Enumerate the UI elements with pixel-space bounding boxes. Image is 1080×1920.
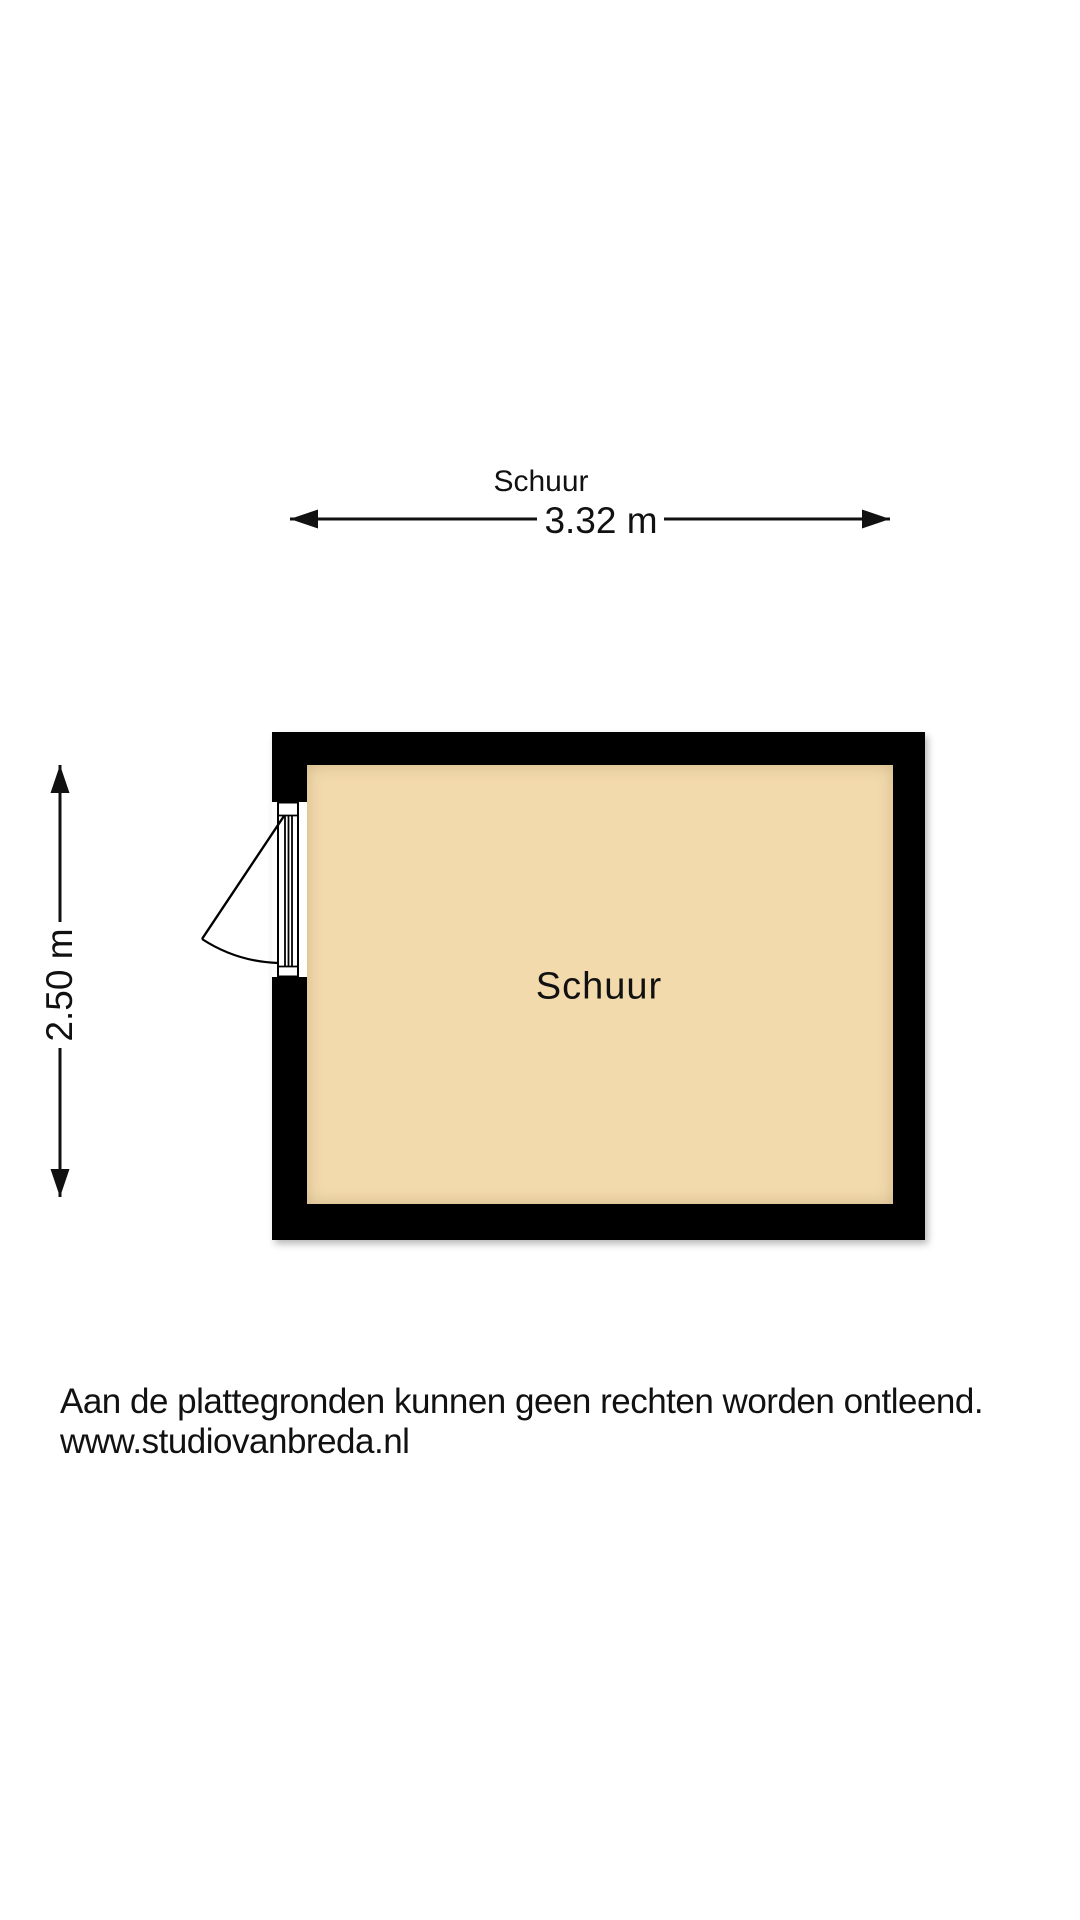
room-name-label: Schuur [535, 965, 663, 1008]
disclaimer-text: Aan de plattegronden kunnen geen rechten worden ontleend. [60, 1382, 984, 1421]
door-symbol [202, 802, 307, 977]
width-dimension-value: 3.32 m [544, 500, 658, 541]
arrow-right-icon [862, 510, 890, 529]
arrow-up-icon [51, 765, 70, 793]
website-text: www.studiovanbreda.nl [60, 1422, 410, 1461]
door-swing-arc [202, 939, 278, 963]
height-dimension-arrow [51, 765, 70, 1197]
arrow-left-icon [290, 510, 318, 529]
height-dimension-value: 2.50 m [39, 928, 80, 1042]
arrow-down-icon [51, 1169, 70, 1197]
plan-title-label: Schuur [493, 465, 589, 498]
width-dimension-arrow [290, 510, 890, 529]
footer [60, 1382, 983, 1462]
